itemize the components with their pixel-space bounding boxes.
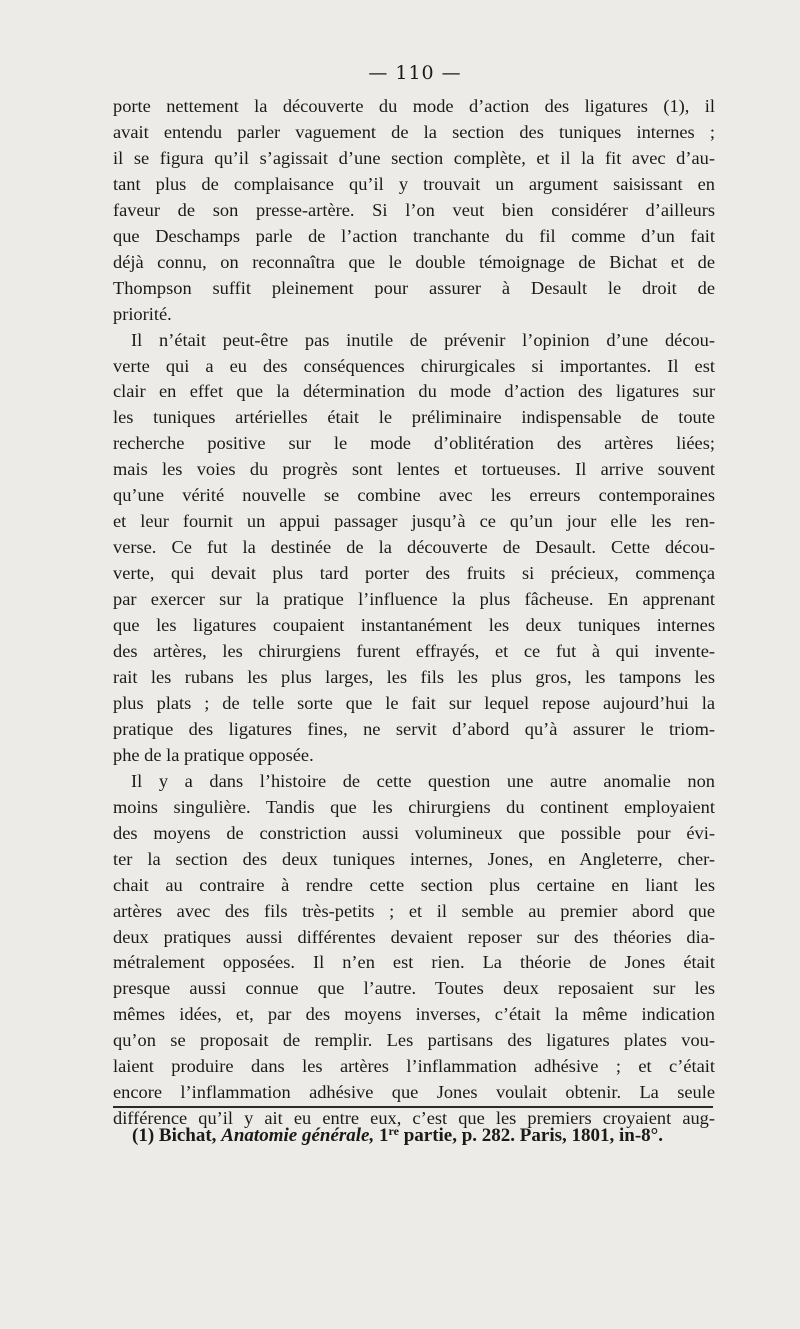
text-line: Il y a dans l’histoire de cette question une autre anomalie non bbox=[131, 770, 715, 791]
text-line: des moyens de constriction aussi volumineux que possible pour évi- bbox=[113, 822, 715, 843]
text-line: qu’on se proposait de remplir. Les partisans des ligatures plates vou- bbox=[113, 1030, 715, 1051]
text-line: priorité. bbox=[113, 303, 172, 324]
text-line: les tuniques artérielles était le préliminaire indispensable de toute bbox=[113, 407, 715, 428]
text-line: clair en effet que la détermination du mode d’action des ligatures sur bbox=[113, 381, 715, 402]
text-line: mêmes idées, et, par des moyens inverses, c’était la même indication bbox=[113, 1004, 715, 1025]
text-line: déjà connu, on reconnaîtra que le double témoignage de Bichat et de bbox=[113, 251, 715, 272]
text-line: verte qui a eu des conséquences chirurgicales si importantes. Il est bbox=[113, 355, 715, 376]
footnote bbox=[132, 1124, 732, 1147]
text-line: avait entendu parler vaguement de la section des tuniques internes ; bbox=[113, 121, 715, 142]
footnote-part-number: 1 bbox=[379, 1125, 389, 1146]
text-line: mais les voies du progrès sont lentes et tortueuses. Il arrive souvent bbox=[113, 459, 715, 480]
footnote-marker: (1) Bichat, bbox=[132, 1125, 217, 1146]
text-line: qu’une vérité nouvelle se combine avec les erreurs contemporaines bbox=[113, 485, 715, 506]
text-line: phe de la pratique opposée. bbox=[113, 744, 314, 765]
text-line: pratique des ligatures fines, ne servit d’abord qu’à assurer le triom- bbox=[113, 718, 715, 739]
text-line: moins singulière. Tandis que les chirurgiens du continent employaient bbox=[113, 796, 715, 817]
text-line: encore l’inflammation adhésive que Jones voulait obtenir. La seule bbox=[113, 1082, 715, 1103]
text-line: que Deschamps parle de l’action tranchante du fil comme d’un fait bbox=[113, 225, 715, 246]
text-line: différence qu’il y ait eu entre eux, c’est que les premiers croyaient aug- bbox=[113, 1108, 715, 1129]
text-line: et leur fournit un appui passager jusqu’à ce qu’un jour elle les ren- bbox=[113, 511, 715, 532]
text-line: presque aussi connue que l’autre. Toutes deux reposaient sur les bbox=[113, 978, 715, 999]
text-line: plus plats ; de telle sorte que le fait sur lequel repose aujourd’hui la bbox=[113, 692, 715, 713]
text-line: des artères, les chirurgiens furent effrayés, et ce fut à qui invente- bbox=[113, 641, 715, 662]
body-text bbox=[113, 94, 715, 1132]
text-line: ter la section des deux tuniques internes, Jones, en Angleterre, cher- bbox=[113, 848, 715, 869]
text-line: rait les rubans les plus larges, les fils les plus gros, les tampons les bbox=[113, 666, 715, 687]
text-line: artères avec des fils très-petits ; et il semble au premier abord que bbox=[113, 900, 715, 921]
text-line: verte, qui devait plus tard porter des fruits si précieux, commença bbox=[113, 563, 715, 584]
text-line: par exercer sur la pratique l’influence la plus fâcheuse. En apprenant bbox=[113, 589, 715, 610]
footnote-part-suffix: re bbox=[388, 1124, 399, 1138]
text-line: Thompson suffit pleinement pour assurer à Desault le droit de bbox=[113, 277, 715, 298]
text-line: deux pratiques aussi différentes devaient reposer sur des théories dia- bbox=[113, 926, 715, 947]
text-line: que les ligatures coupaient instantanément les deux tuniques internes bbox=[113, 615, 715, 636]
text-line: il se figura qu’il s’agissait d’une section complète, et il la fit avec d’au- bbox=[113, 147, 715, 168]
text-line: porte nettement la découverte du mode d’action des ligatures (1), il bbox=[113, 96, 715, 116]
page-number: — 110 — bbox=[368, 62, 462, 84]
text-line: faveur de son presse-artère. Si l’on veut bien considérer d’ailleurs bbox=[113, 199, 715, 220]
footnote-work-title: Anatomie générale, bbox=[221, 1125, 375, 1146]
text-line: laient produire dans les artères l’inflammation adhésive ; et c’était bbox=[113, 1056, 715, 1077]
footnote-rest: partie, p. 282. Paris, 1801, in-8°. bbox=[403, 1125, 664, 1146]
text-line: Il n’était peut-être pas inutile de prévenir l’opinion d’une décou- bbox=[131, 329, 715, 350]
text-line: verse. Ce fut la destinée de la découverte de Desault. Cette décou- bbox=[113, 537, 715, 558]
text-line: tant plus de complaisance qu’il y trouvait un argument saisissant en bbox=[113, 173, 715, 194]
text-line: recherche positive sur le mode d’oblitération des artères liées; bbox=[113, 433, 715, 454]
text-line: chait au contraire à rendre cette section plus certaine en liant les bbox=[113, 874, 715, 895]
footnote-divider bbox=[113, 1106, 713, 1108]
text-line: métralement opposées. Il n’en est rien. La théorie de Jones était bbox=[113, 952, 715, 973]
